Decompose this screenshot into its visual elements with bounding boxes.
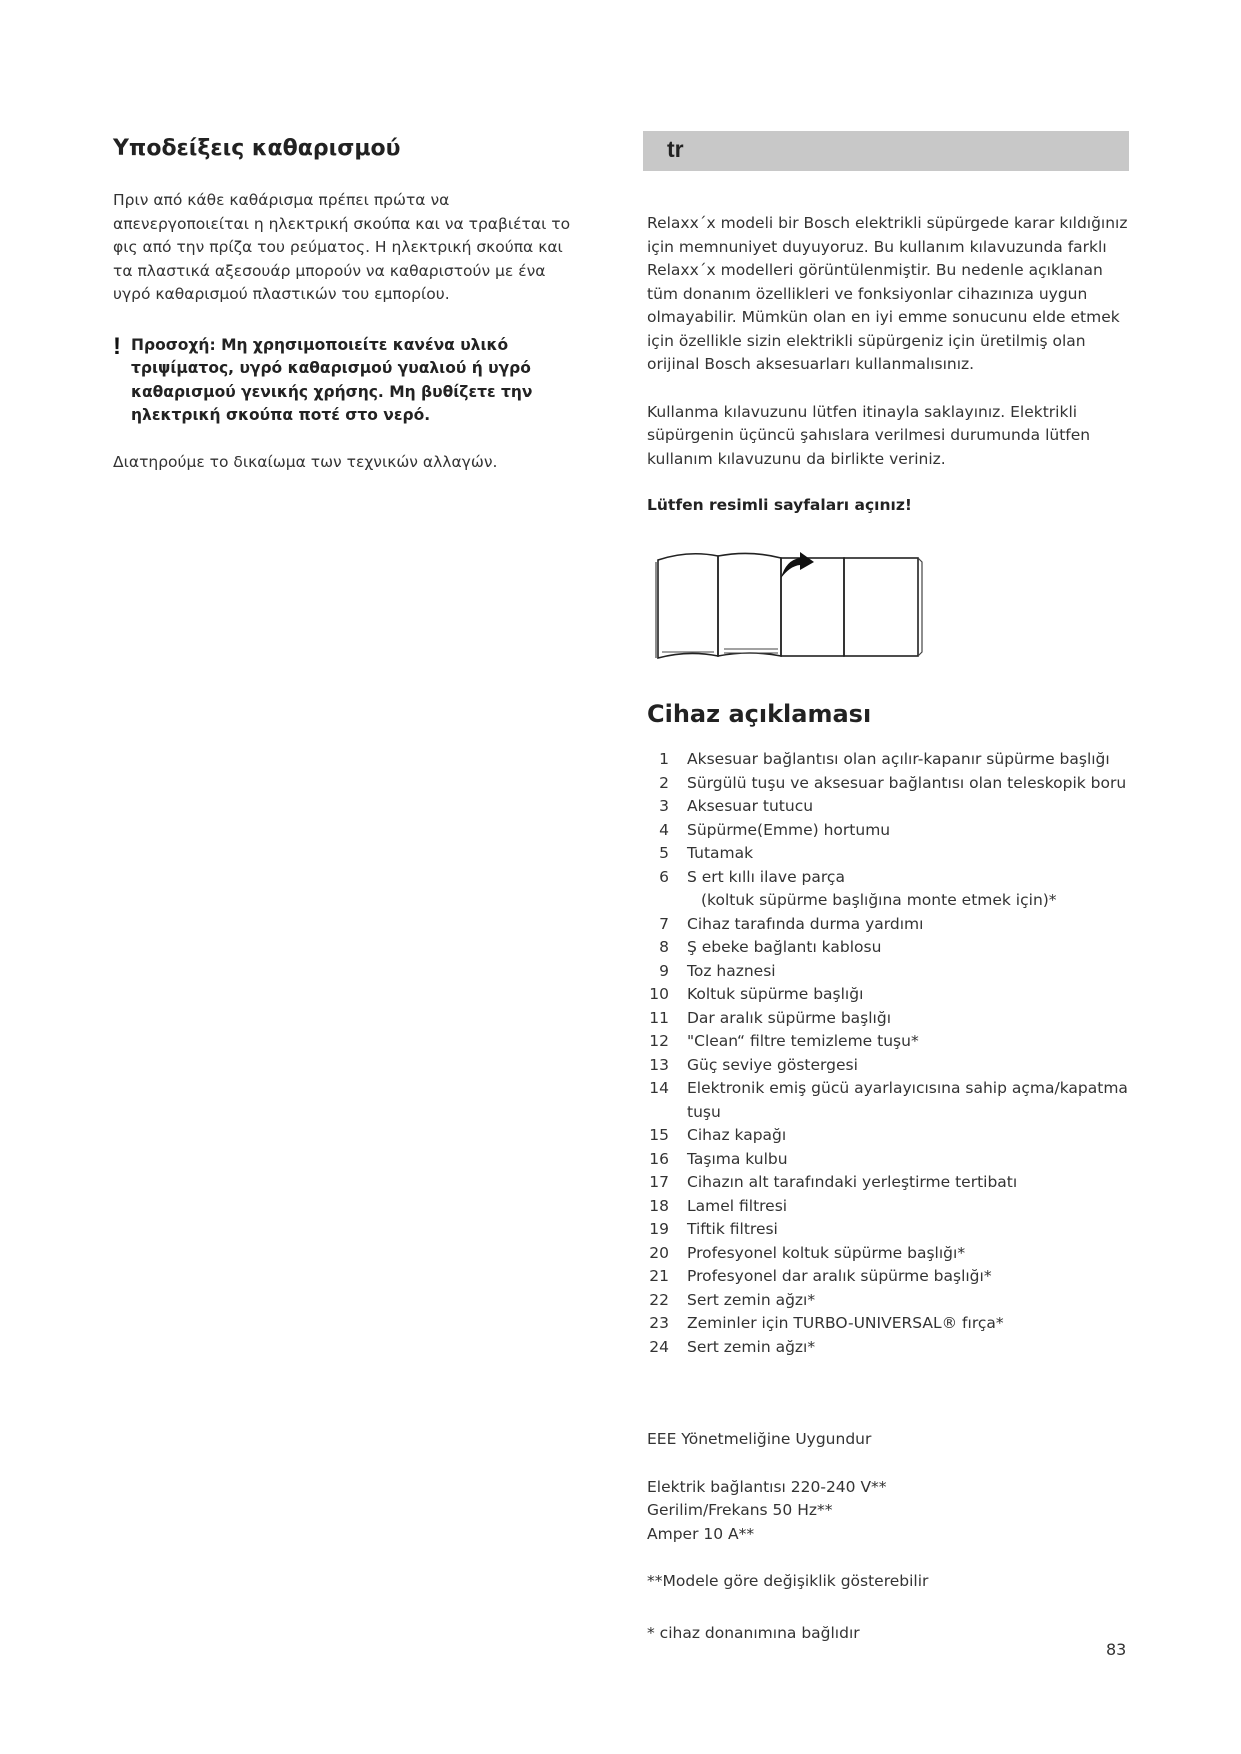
list-item: 14 Elektronik emiş gücü ayarlayıcısına sahip açma/kapatma tuşu [649, 1079, 1128, 1121]
book-edge-lines [656, 558, 922, 658]
list-item: 5 Tutamak [659, 844, 754, 862]
list-item: 17 Cihazın alt tarafındaki yerleştirme tertibatı [649, 1173, 1018, 1191]
list-item: 16 Taşıma kulbu [649, 1149, 788, 1168]
list-item: 23 Zeminler için TURBO-UNIVERSAL® fırça* [649, 1314, 1004, 1332]
list-item: 11 Dar aralık süpürme başlığı [649, 1008, 892, 1027]
page-number: 83 [1106, 1640, 1127, 1659]
list-item: 1 Aksesuar bağlantısı olan açılır-kapanır süpürme başlığı [659, 750, 1110, 768]
list-item: 18 Lamel filtresi [649, 1196, 788, 1215]
warning-icon: ! [113, 332, 121, 360]
list-item: 21 Profesyonel dar aralık süpürme başlığı* [649, 1267, 992, 1285]
list-item: 13 Güç seviye göstergesi [649, 1055, 858, 1074]
list-item: 3 Aksesuar tutucu [659, 797, 814, 815]
greek-paragraph: Πριν από κάθε καθάρισμα πρέπει πρώτα να απενεργοποιείται η ηλεκτρική σκούπα και να τραβιέται το φις από την πρίζα του ρεύματος. Η ηλεκτρική σκούπα και τα πλαστικά αξεσουάρ μπορούν να καθαριστούν με ένα υγρό καθαρισμού πλαστικών του εμπορίου. [113, 191, 571, 303]
turkish-intro [647, 212, 1137, 514]
device-description-title: Cihaz açıklaması [647, 700, 872, 728]
greek-section [113, 132, 583, 471]
list-item: 4 Süpürme(Emme) hortumu [659, 820, 891, 839]
spec-connection: Elektrik bağlantısı 220-240 V** [647, 1477, 887, 1496]
list-item: 22 Sert zemin ağzı* [649, 1290, 816, 1309]
book-fourth-page [844, 558, 918, 656]
list-item: 24 Sert zemin ağzı* [649, 1337, 816, 1356]
open-book-illustration [654, 548, 924, 666]
list-item: 8 Ş ebeke bağlantı kablosu [659, 938, 882, 956]
language-code: tr [667, 136, 684, 162]
specifications [647, 1428, 1127, 1594]
list-item: 20 Profesyonel koltuk süpürme başlığı* [649, 1243, 966, 1262]
eee-compliance: EEE Yönetmeliğine Uygundur [647, 1430, 872, 1448]
list-item: 6 S ert kıllı ilave parça [659, 867, 845, 886]
greek-rights-note: Διατηρούμε το δικαίωμα των τεχνικών αλλαγών. [113, 452, 498, 471]
list-item: 2 Sürgülü tuşu ve aksesuar bağlantısı olan teleskopik boru [659, 773, 1127, 792]
list-item: 19 Tiftik filtresi [649, 1220, 778, 1238]
spec-frequency: Gerilim/Frekans 50 Hz** [647, 1501, 833, 1519]
turn-page-arrow-icon [781, 552, 814, 578]
list-item: 15 Cihaz kapağı [649, 1126, 787, 1144]
book-left-page [658, 554, 718, 658]
book-second-page [718, 553, 781, 656]
open-pages-note: Lütfen resimli sayfaları açınız! [647, 496, 912, 514]
list-item: 9 Toz haznesi [659, 961, 776, 980]
intro-paragraph-1: Relaxx´x modeli bir Bosch elektrikli süpürgede karar kıldığınız için memnuniyet duyuyoruz. Bu kullanım kılavuzunda farklı Relaxx´x modelleri görüntülenmiştir. Bu nedenle açıklanan tüm donanım özellikleri ve fonksiyonlar cihazınıza uygun olmayabilir. Mümkün olan en iyi emme sonucunu elde etmek için özellikle sizin elektrikli süpürgeniz için üretilmiş olan orijinal Bosch aksesuarları kullanmalısınız. [647, 214, 1128, 373]
parts-list [647, 748, 1147, 1359]
book-third-page [781, 558, 844, 656]
equipment-footnote: * cihaz donanımına bağlıdır [647, 1624, 860, 1642]
list-item: 7 Cihaz tarafında durma yardımı [659, 914, 924, 933]
language-bar [643, 131, 1129, 171]
intro-paragraph-2: Kullanma kılavuzunu lütfen itinayla saklayınız. Elektrikli süpürgenin üçüncü şahıslara verilmesi durumunda lütfen kullanım kılavuzunu da birlikte veriniz. [647, 402, 1091, 468]
greek-warning [113, 334, 583, 428]
list-item: (koltuk süpürme başlığına monte etmek için)* [701, 891, 1057, 909]
list-item: 12 "Clean“ filtre temizleme tuşu* [649, 1032, 919, 1050]
book-fold-pages [662, 558, 781, 656]
list-item: 10 Koltuk süpürme başlığı [649, 985, 864, 1003]
spec-ampere: Amper 10 A** [647, 1524, 755, 1543]
greek-title: Υποδείξεις καθαρισμού [113, 136, 401, 161]
greek-warning-text: Προσοχή: Μη χρησιμοποιείτε κανένα υλικό τριψίματος, υγρό καθαρισμού γυαλιού ή υγρό καθαρισμού γενικής χρήσης. Μη βυθίζετε την ηλεκτρική σκούπα ποτέ στο νερό. [131, 335, 533, 424]
spec-model-note: **Modele göre değişiklik gösterebilir [647, 1572, 929, 1590]
